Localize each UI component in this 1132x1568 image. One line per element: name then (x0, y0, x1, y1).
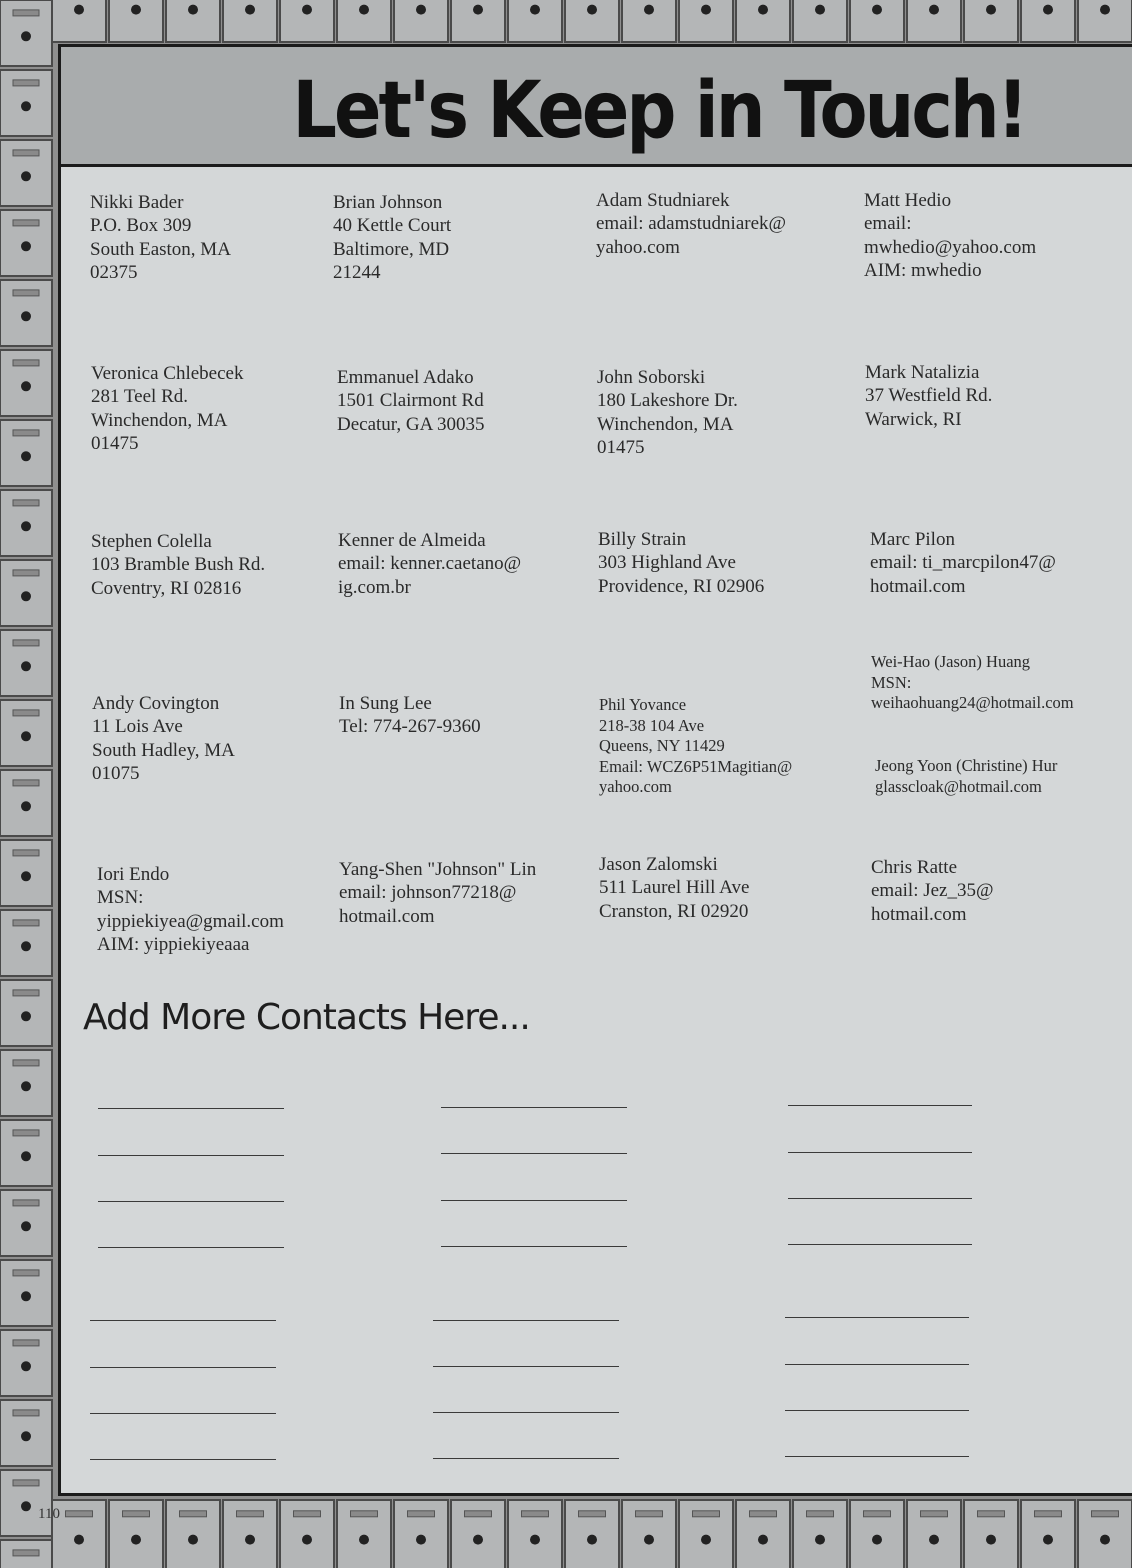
contact-line: MSN: (97, 887, 144, 909)
contact-name: Yang-Shen "Johnson" Lin (339, 859, 537, 880)
contact-name: Kenner de Almeida (338, 530, 486, 551)
contact-line: yahoo.com (596, 236, 680, 258)
contact-name: Veronica Chlebecek (91, 363, 244, 384)
contact-line: ig.com.br (338, 576, 411, 598)
contacts-panel (58, 44, 1132, 1496)
write-in-line (433, 1412, 619, 1413)
write-in-line (98, 1108, 284, 1109)
contact-line: Providence, RI 02906 (598, 575, 765, 597)
contact-line: hotmail.com (871, 903, 967, 925)
contact-name: Phil Yovance (599, 695, 687, 714)
contact-card (338, 529, 521, 599)
contact-card (598, 528, 764, 598)
contact-line: hotmail.com (870, 575, 966, 597)
write-in-line (785, 1317, 969, 1318)
contact-name: In Sung Lee (339, 693, 432, 714)
contact-card (599, 695, 792, 798)
contact-line: 01475 (91, 432, 139, 454)
contact-line: 218-38 104 Ave (599, 715, 705, 735)
contact-name: Adam Studniarek (596, 190, 730, 211)
contact-card (875, 756, 1057, 797)
write-in-line (433, 1366, 619, 1367)
contact-line: mwhedio@yahoo.com (864, 236, 1037, 258)
contact-line: weihaohuang24@hotmail.com (871, 693, 1074, 713)
contact-card (91, 530, 265, 600)
contact-line: AIM: mwhedio (864, 259, 982, 281)
write-in-line (90, 1367, 276, 1368)
contact-line: hotmail.com (339, 905, 435, 927)
contact-line: email: ti_marcpilon47@ (870, 552, 1056, 574)
contact-line: Email: WCZ6P51Magitian@ (599, 756, 793, 776)
contact-line: Warwick, RI (865, 408, 962, 430)
contact-line: 11 Lois Ave (92, 716, 183, 738)
contact-name: Mark Natalizia (865, 362, 980, 383)
contact-name: Jeong Yoon (Christine) Hur (875, 756, 1058, 775)
contact-line: South Easton, MA (90, 238, 231, 260)
add-more-contacts-heading: Add More Contacts Here... (83, 997, 530, 1038)
contact-line: 180 Lakeshore Dr. (597, 390, 738, 412)
contact-card (871, 856, 994, 926)
contact-line: Winchendon, MA (597, 413, 734, 435)
contact-line: yahoo.com (599, 777, 672, 797)
contact-line: 1501 Clairmont Rd (337, 390, 484, 412)
contact-card (97, 863, 284, 956)
contact-name: Stephen Colella (91, 531, 212, 552)
contact-card (92, 692, 235, 785)
contact-line: AIM: yippiekiyeaaa (97, 933, 250, 955)
contact-line: MSN: (871, 672, 912, 692)
contact-name: Wei-Hao (Jason) Huang (871, 652, 1031, 671)
contact-line: 40 Kettle Court (333, 215, 452, 237)
contact-card (871, 652, 1074, 714)
page-number: 110 (38, 1506, 60, 1522)
contact-name: Chris Ratte (871, 857, 958, 878)
contact-line: Decatur, GA 30035 (337, 413, 485, 435)
write-in-line (788, 1105, 972, 1106)
contact-name: Andy Covington (92, 693, 220, 714)
write-in-line (788, 1152, 972, 1153)
contact-name: Marc Pilon (870, 529, 955, 550)
contact-card (597, 366, 738, 459)
contact-line: 37 Westfield Rd. (865, 385, 993, 407)
contact-card (91, 362, 243, 455)
write-in-line (788, 1198, 972, 1199)
contact-line: Tel: 774-267-9360 (339, 716, 481, 738)
contact-line: P.O. Box 309 (90, 215, 192, 237)
contact-line: 01075 (92, 762, 140, 784)
contact-card (90, 191, 231, 284)
contact-name: Matt Hedio (864, 190, 952, 211)
write-in-line (441, 1200, 627, 1201)
contact-line: 511 Laurel Hill Ave (599, 877, 750, 899)
contact-name: Iori Endo (97, 864, 170, 885)
contact-card (339, 858, 536, 928)
contact-line: glasscloak@hotmail.com (875, 776, 1042, 796)
header-bar (61, 47, 1132, 167)
write-in-line (441, 1246, 627, 1247)
write-in-line (785, 1410, 969, 1411)
contact-line: Winchendon, MA (91, 409, 228, 431)
write-in-line (433, 1458, 619, 1459)
write-in-line (433, 1320, 619, 1321)
contact-line: Cranston, RI 02920 (599, 900, 749, 922)
contact-line: Queens, NY 11429 (599, 736, 725, 756)
contact-name: Emmanuel Adako (337, 367, 474, 388)
write-in-line (90, 1459, 276, 1460)
contact-line: 103 Bramble Bush Rd. (91, 554, 266, 576)
contact-line: 21244 (333, 261, 381, 283)
contact-name: John Soborski (597, 367, 706, 388)
contact-name: Jason Zalomski (599, 854, 718, 875)
write-in-line (90, 1413, 276, 1414)
write-in-line (785, 1456, 969, 1457)
contact-line: email: (864, 213, 912, 235)
contact-line: 01475 (597, 436, 645, 458)
write-in-line (441, 1107, 627, 1108)
contact-card (599, 853, 749, 923)
write-in-line (98, 1155, 284, 1156)
page-title: Let's Keep in Touch! (292, 64, 1026, 156)
write-in-line (785, 1364, 969, 1365)
contact-card (333, 191, 451, 284)
contact-card (337, 366, 485, 436)
contact-name: Billy Strain (598, 529, 687, 550)
write-in-line (98, 1247, 284, 1248)
contact-line: 303 Highland Ave (598, 552, 736, 574)
contact-card (339, 692, 481, 739)
write-in-line (90, 1320, 276, 1321)
contact-line: Coventry, RI 02816 (91, 577, 242, 599)
write-in-line (98, 1201, 284, 1202)
contact-card (596, 189, 786, 259)
contact-line: 281 Teel Rd. (91, 386, 189, 408)
contact-card (864, 189, 1036, 282)
contact-name: Nikki Bader (90, 192, 184, 213)
contact-card (870, 528, 1056, 598)
contact-line: yippiekiyea@gmail.com (97, 910, 284, 932)
contact-card (865, 361, 992, 431)
contact-line: Baltimore, MD (333, 238, 450, 260)
contact-line: email: kenner.caetano@ (338, 553, 522, 575)
contact-line: email: Jez_35@ (871, 880, 994, 902)
contact-line: email: adamstudniarek@ (596, 213, 787, 235)
contact-line: South Hadley, MA (92, 739, 235, 761)
contact-name: Brian Johnson (333, 192, 443, 213)
write-in-line (441, 1153, 627, 1154)
write-in-line (788, 1244, 972, 1245)
contact-line: 02375 (90, 261, 138, 283)
contact-line: email: johnson77218@ (339, 882, 517, 904)
